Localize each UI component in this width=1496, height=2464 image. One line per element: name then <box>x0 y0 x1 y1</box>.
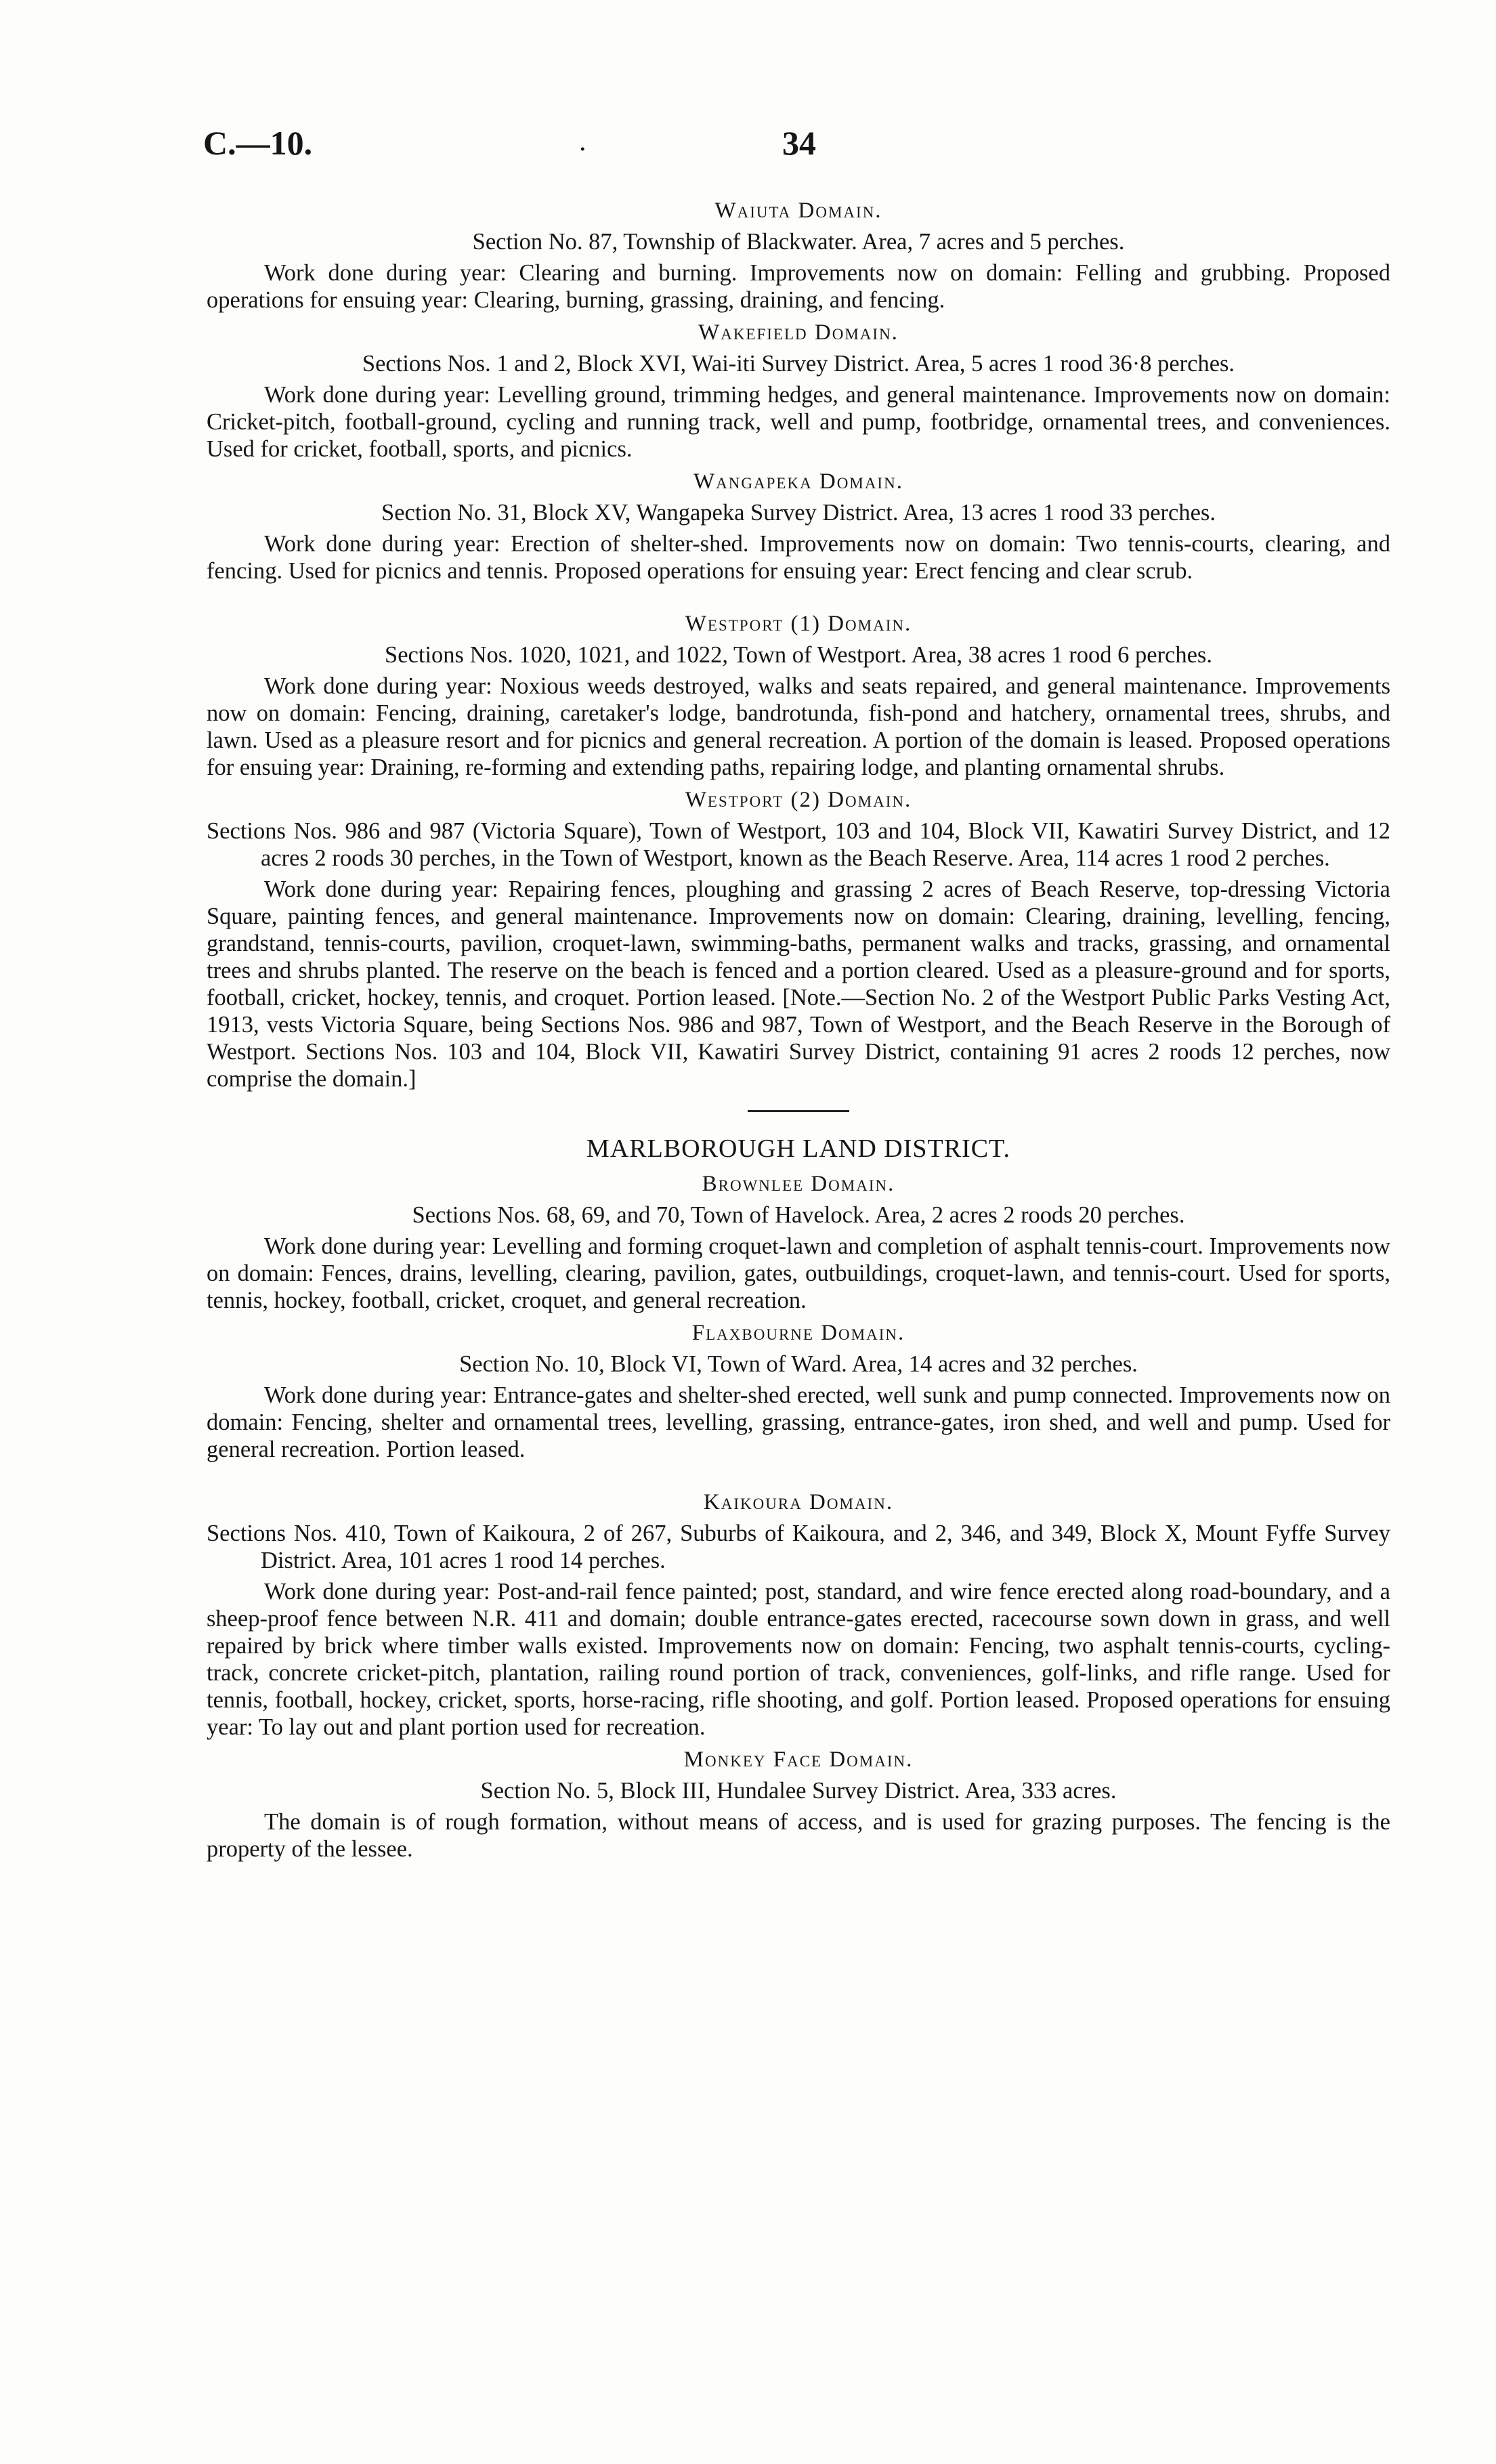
monkey-face-domain-text: The domain is of rough formation, without means of access, and is used for grazing purposes. The fencing is the property of the lessee. <box>207 1809 1390 1862</box>
page-number: 34 <box>782 124 816 162</box>
westport1-domain-heading: Westport (1) Domain. <box>685 612 912 636</box>
westport2-domain-heading: Westport (2) Domain. <box>685 788 912 812</box>
brownlee-domain-text: Work done during year: Levelling and forming croquet-lawn and completion of asphalt tennis-court. Improvements now on domain: Fences, drains, levelling, clearing, pavilion, gates, outbuildings, croquet-lawn, and tennis-court. Used for sports, tennis, hockey, football, cricket, croquet, and general recreation. <box>207 1233 1390 1313</box>
page-content <box>207 193 1390 1868</box>
westport2-domain-location: Sections Nos. 986 and 987 (Victoria Square), Town of Westport, 103 and 104, Block VII, Kawatiri Survey District, and 12 acres 2 roods 30 perches, in the Town of Westport, known as the Beach Reserve. Area, 114 acres 1 rood 2 perches. <box>207 818 1390 871</box>
westport2-domain-text: Work done during year: Repairing fences, ploughing and grassing 2 acres of Beach Reserve, top-dressing Victoria Square, painting fences, and general maintenance. Improvements now on domain: Clearing, draining, levelling, fencing, grandstand, tennis-courts, pavilion, croquet-lawn, swimming-baths, permanent walks and tracks, grassing, and ornamental trees and shrubs planted. The reserve on the beach is fenced and a portion cleared. Used as a pleasure-ground and for sports, football, cricket, hockey, tennis, and croquet. Portion leased. [Note.—Section No. 2 of the Westport Public Parks Vesting Act, 1913, vests Victoria Square, being Sections Nos. 986 and 987, Town of Westport, and the Beach Reserve in the Borough of Westport. Sections Nos. 103 and 104, Block VII, Kawatiri Survey District, containing 91 acres 2 roods 12 perches, now comprise the domain.] <box>207 876 1390 1092</box>
report-reference: C.—10. <box>203 124 313 162</box>
kaikoura-domain-location: Sections Nos. 410, Town of Kaikoura, 2 of 267, Suburbs of Kaikoura, and 2, 346, and 349, Block X, Mount Fyffe Survey District. Area, 101 acres 1 rood 14 perches. <box>207 1521 1390 1573</box>
kaikoura-domain-heading: Kaikoura Domain. <box>703 1490 894 1514</box>
brownlee-domain-location: Sections Nos. 68, 69, and 70, Town of Havelock. Area, 2 acres 2 roods 20 perches. <box>412 1202 1185 1228</box>
wangapeka-domain-heading: Wangapeka Domain. <box>693 469 903 494</box>
waiuta-domain-heading: Waiuta Domain. <box>714 198 882 223</box>
wakefield-domain-heading: Wakefield Domain. <box>698 320 899 345</box>
monkey-face-domain-heading: Monkey Face Domain. <box>683 1747 914 1772</box>
flaxbourne-domain-heading: Flaxbourne Domain. <box>691 1321 905 1345</box>
header-dot: . <box>579 126 586 157</box>
waiuta-domain-text: Work done during year: Clearing and burning. Improvements now on domain: Felling and grubbing. Proposed operations for ensuing year: Clearing, burning, grassing, draining, and fencing. <box>207 260 1390 313</box>
wakefield-domain-text: Work done during year: Levelling ground, trimming hedges, and general maintenance. Improvements now on domain: Cricket-pitch, football-ground, cycling and running track, well and pump, footbridge, ornamental trees, and conveniences. Used for cricket, football, sports, and picnics. <box>207 382 1390 462</box>
kaikoura-domain-text: Work done during year: Post-and-rail fence painted; post, standard, and wire fence erected along road-boundary, and a sheep-proof fence between N.R. 411 and domain; double entrance-gates erected, racecourse sown down in grass, and well repaired by brick where timber walls existed. Improvements now on domain: Fencing, two asphalt tennis-courts, cycling-track, concrete cricket-pitch, plantation, railing round portion of track, conveniences, golf-links, and rifle range. Used for tennis, football, hockey, cricket, sports, horse-racing, rifle shooting, and golf. Portion leased. Proposed operations for ensuing year: To lay out and plant portion used for recreation. <box>207 1579 1390 1740</box>
monkey-face-domain-location: Section No. 5, Block III, Hundalee Survey District. Area, 333 acres. <box>480 1778 1117 1804</box>
wangapeka-domain-location: Section No. 31, Block XV, Wangapeka Survey District. Area, 13 acres 1 rood 33 perches. <box>381 500 1216 526</box>
spacer <box>207 1468 1390 1485</box>
wangapeka-domain-text: Work done during year: Erection of shelter-shed. Improvements now on domain: Two tennis-courts, clearing, and fencing. Used for picnics and tennis. Proposed operations for ensuing year: Erect fencing and clear scrub. <box>207 531 1390 584</box>
section-divider <box>748 1110 849 1112</box>
westport1-domain-location: Sections Nos. 1020, 1021, and 1022, Town of Westport. Area, 38 acres 1 rood 6 perches. <box>385 642 1212 668</box>
brownlee-domain-heading: Brownlee Domain. <box>702 1172 895 1196</box>
flaxbourne-domain-text: Work done during year: Entrance-gates and shelter-shed erected, well sunk and pump connected. Improvements now on domain: Fencing, shelter and ornamental trees, levelling, grassing, entrance-gates, iron shed, and well and pump. Used for general recreation. Portion leased. <box>207 1382 1390 1462</box>
spacer <box>207 590 1390 606</box>
wakefield-domain-location: Sections Nos. 1 and 2, Block XVI, Wai-iti Survey District. Area, 5 acres 1 rood 36·8 perches. <box>362 351 1235 377</box>
westport1-domain-text: Work done during year: Noxious weeds destroyed, walks and seats repaired, and general maintenance. Improvements now on domain: Fencing, draining, caretaker's lodge, bandrotunda, fish-pond and hatchery, ornamental trees, shrubs, and lawn. Used as a pleasure resort and for picnics and general recreation. A portion of the domain is leased. Proposed operations for ensuing year: Draining, re-forming and extending paths, repairing lodge, and planting ornamental shrubs. <box>207 673 1390 780</box>
flaxbourne-domain-location: Section No. 10, Block VI, Town of Ward. Area, 14 acres and 32 perches. <box>459 1351 1138 1377</box>
marlborough-district-heading: MARLBOROUGH LAND DISTRICT. <box>586 1134 1010 1163</box>
waiuta-domain-location: Section No. 87, Township of Blackwater. Area, 7 acres and 5 perches. <box>472 229 1125 255</box>
